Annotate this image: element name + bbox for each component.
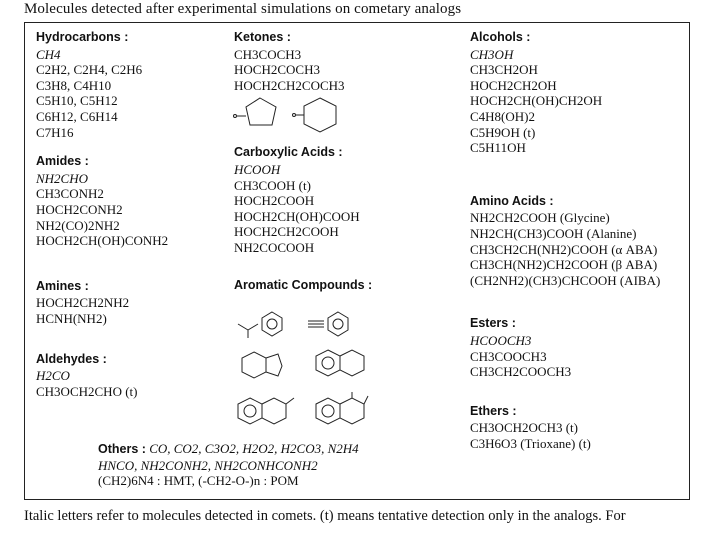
list-item: C5H11OH [470, 140, 526, 156]
others-line-2: HNCO, NH2CONH2, NH2CONHCONH2 [98, 457, 318, 473]
list-item: CH3COOCH3 [470, 348, 547, 364]
esters-heading: Esters : [470, 316, 516, 331]
list-item: C5H10, C5H12 [36, 93, 118, 109]
list-item: CH3CH2OH [470, 62, 538, 78]
carboxylic-acids-heading: Carboxylic Acids : [234, 145, 343, 160]
column-left [36, 30, 168, 399]
list-item: HCOOCH3 [470, 332, 532, 348]
list-item: C7H16 [36, 124, 74, 140]
list-item: HOCH2CH2COCH3 [234, 77, 345, 93]
list-item: HCOOH [234, 161, 281, 177]
others-line-1: CO, CO2, C3O2, H2O2, H2CO3, N2H4 [149, 441, 359, 456]
list-item: CH3OCH2OCH3 (t) [470, 420, 578, 436]
ketones-heading: Ketones : [234, 30, 291, 44]
others-section [98, 441, 359, 489]
page-title: Molecules detected after experimental simulations on cometary analogs [24, 1, 462, 17]
column-middle [234, 30, 372, 294]
list-item: C5H9OH (t) [470, 124, 536, 140]
list-item: NH2CH(CH3)COOH (Alanine) [470, 225, 637, 241]
list-item: C6H12, C6H14 [36, 108, 118, 124]
others-heading: Others : [98, 442, 146, 456]
list-item: (CH2NH2)(CH3)CHCOOH (AIBA) [470, 272, 661, 288]
list-item: CH4 [36, 46, 61, 62]
list-item: CH3COCH3 [234, 46, 302, 62]
column-right [470, 30, 660, 451]
list-item: CH3CH2COOCH3 [470, 364, 572, 380]
list-item: HOCH2COCH3 [234, 62, 320, 78]
list-item: HOCH2CH2COOH [234, 224, 339, 240]
list-item: HOCH2CH2NH2 [36, 295, 130, 311]
hydrocarbons-heading: Hydrocarbons : [36, 30, 129, 44]
alcohols-heading: Alcohols : [470, 30, 531, 44]
list-item: CH3CH2CH(NH2)COOH (α ABA) [470, 241, 658, 257]
list-item: HOCH2COOH [234, 193, 315, 209]
list-item: CH3OCH2CHO (t) [36, 383, 138, 399]
list-item: NH2COCOOH [234, 239, 315, 255]
amines-heading: Amines : [36, 278, 89, 293]
list-item: HOCH2CH(OH)CH2OH [470, 93, 603, 109]
list-item: C2H2, C2H4, C2H6 [36, 62, 143, 78]
list-item: HOCH2CH(OH)CONH2 [36, 233, 169, 249]
ketone-ring-structures [232, 94, 362, 138]
others-line-3: (CH2)6N4 : HMT, (-CH2-O-)n : POM [98, 473, 299, 489]
ethers-heading: Ethers : [470, 403, 517, 418]
list-item: HOCH2CONH2 [36, 201, 123, 217]
list-item: C4H8(OH)2 [470, 108, 535, 124]
list-item: HOCH2CH2OH [470, 77, 557, 93]
list-item: CH3OH [470, 46, 514, 62]
list-item: H2CO [36, 368, 70, 384]
list-item: NH2CH2COOH (Glycine) [470, 210, 610, 226]
amino-acids-heading: Amino Acids : [470, 193, 554, 208]
aromatic-compounds-heading: Aromatic Compounds : [234, 277, 373, 292]
aldehydes-heading: Aldehydes : [36, 351, 107, 366]
list-item: NH2CHO [36, 170, 89, 186]
list-item: C3H8, C4H10 [36, 77, 112, 93]
aromatic-structures [232, 306, 372, 438]
amides-heading: Amides : [36, 154, 89, 169]
list-item: C3H6O3 (Trioxane) (t) [470, 435, 591, 451]
list-item: HOCH2CH(OH)COOH [234, 208, 360, 224]
list-item: CH3COOH (t) [234, 177, 311, 193]
list-item: NH2(CO)2NH2 [36, 217, 120, 233]
footnote: Italic letters refer to molecules detected in comets. (t) means tentative detection only in the analogs. For [24, 508, 626, 524]
list-item: CH3CH(NH2)CH2COOH (β ABA) [470, 257, 658, 273]
list-item: HCNH(NH2) [36, 310, 107, 326]
list-item: CH3CONH2 [36, 186, 104, 202]
